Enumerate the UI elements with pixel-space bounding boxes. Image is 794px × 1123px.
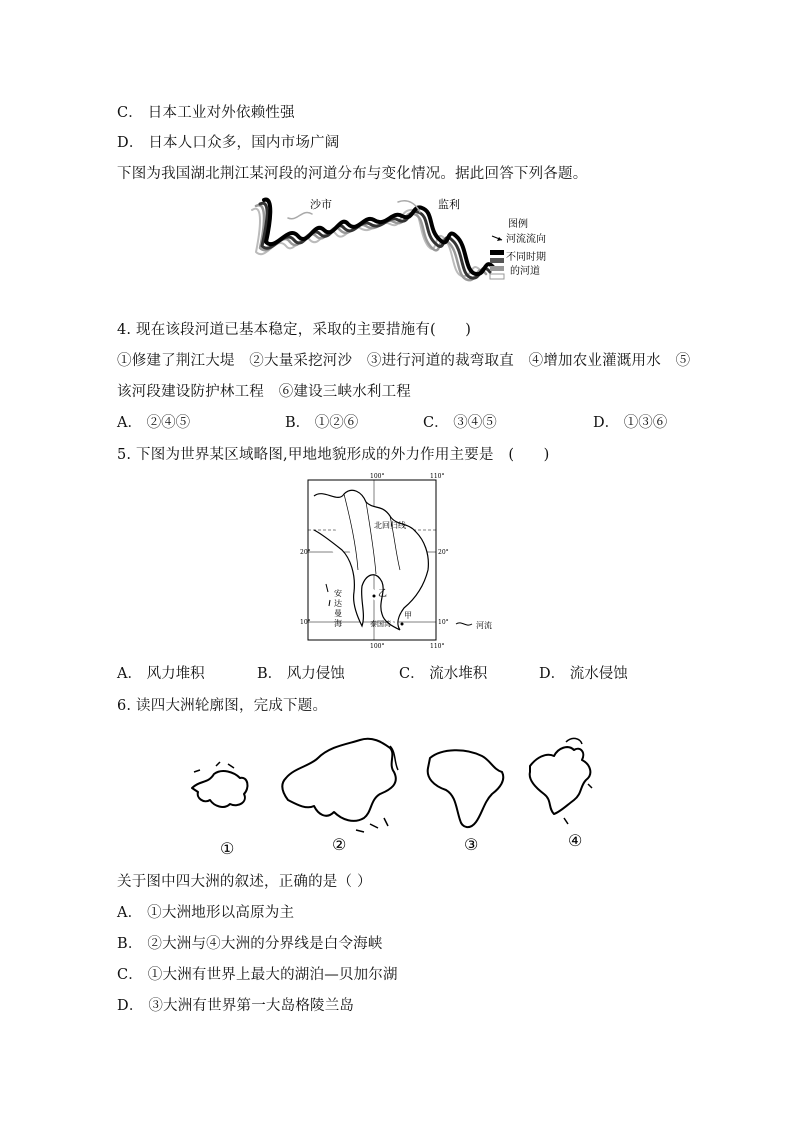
- q6-option-d: D． ③大洲有世界第一大岛格陵兰岛: [117, 998, 355, 1014]
- q4-stem: 4. 现在该段河道已基本稳定，采取的主要措施有( ): [117, 322, 472, 338]
- river-map: [248, 192, 558, 300]
- continent-label-3: ③: [464, 835, 479, 854]
- q6-option-b: B． ②大洲与④大洲的分界线是白令海峡: [117, 936, 383, 952]
- lat-10-right: 10°: [438, 619, 449, 626]
- legend-swatch-3: [490, 266, 504, 271]
- legend-periods-2: 的河道: [510, 266, 540, 277]
- africa-outline: [428, 750, 504, 827]
- andaman-4: 海: [334, 619, 342, 628]
- river-legend: [490, 217, 546, 279]
- q4-option-b: B． ①②⑥: [285, 415, 359, 431]
- label-jianli: 监利: [438, 198, 460, 211]
- continent-label-2: ②: [332, 835, 347, 854]
- river-intro: 下图为我国湖北荆江某河段的河道分布与变化情况。据此回答下列各题。: [117, 166, 588, 182]
- q3-option-d: D． 日本人口众多，国内市场广阔: [117, 135, 340, 151]
- continent-label-4: ④: [568, 831, 583, 850]
- tropic-label: 北回归线: [374, 521, 406, 530]
- europe-outline: [192, 771, 247, 807]
- lon-100-bottom: 100°: [370, 643, 385, 650]
- lat-20-right: 20°: [438, 549, 449, 556]
- lat-10-left: 10°: [300, 619, 311, 626]
- label-jia: 甲: [404, 611, 412, 620]
- q6-option-c: C． ①大洲有世界上最大的湖泊—贝加尔湖: [117, 967, 398, 983]
- legend-title: 图例: [508, 219, 528, 230]
- q6-question: 关于图中四大洲的叙述，正确的是（ ）: [117, 874, 372, 890]
- north-america-outline: [530, 747, 591, 814]
- q3-option-c: C． 日本工业对外依赖性强: [117, 105, 295, 121]
- andaman-1: 安: [334, 589, 342, 598]
- region-map: [300, 473, 506, 650]
- legend-river: 河流: [476, 621, 492, 630]
- continents-figure: [184, 728, 604, 860]
- lon-100-top: 100°: [370, 473, 385, 480]
- lat-20-left: 20°: [300, 549, 311, 556]
- andaman-2: 达: [334, 599, 342, 608]
- continent-label-1: ①: [220, 839, 235, 858]
- q5-option-d: D． 流水侵蚀: [539, 666, 628, 682]
- legend-swatch-2: [490, 258, 504, 263]
- q5-option-b: B． 风力侵蚀: [257, 666, 345, 682]
- q4-option-d: D． ①③⑥: [593, 415, 668, 431]
- q4-statements-line2: 该河段建设防护林工程 ⑥建设三峡水利工程: [117, 384, 411, 400]
- legend-swatch-4: [490, 274, 504, 279]
- q6-stem: 6. 读四大洲轮廓图，完成下题。: [117, 698, 328, 714]
- legend-swatch-1: [490, 250, 504, 255]
- lon-110-top: 110°: [430, 473, 445, 480]
- q4-statements-line1: ①修建了荆江大堤 ②大量采挖河沙 ③进行河道的裁弯取直 ④增加农业灌溉用水 ⑤: [117, 353, 691, 369]
- q5-option-c: C． 流水堆积: [399, 666, 488, 682]
- q5-stem: 5. 下图为世界某区域略图,甲地地貌形成的外力作用主要是 ( ): [117, 447, 550, 463]
- q5-option-a: A． 风力堆积: [117, 666, 205, 682]
- andaman-3: 曼: [334, 609, 342, 618]
- legend-flow: 河流流向: [506, 234, 546, 245]
- gulf-label: 泰国湾: [370, 620, 391, 628]
- q6-option-a: A． ①大洲地形以高原为主: [117, 905, 295, 921]
- legend-periods-1: 不同时期: [506, 252, 546, 263]
- label-shashi: 沙市: [310, 198, 332, 211]
- asia-outline: [282, 739, 395, 821]
- lon-110-bottom: 110°: [430, 643, 445, 650]
- river-legend-icon: [456, 623, 472, 625]
- q4-option-c: C． ③④⑤: [423, 415, 497, 431]
- label-yi: 乙: [378, 589, 388, 599]
- q4-option-a: A． ②④⑤: [117, 415, 191, 431]
